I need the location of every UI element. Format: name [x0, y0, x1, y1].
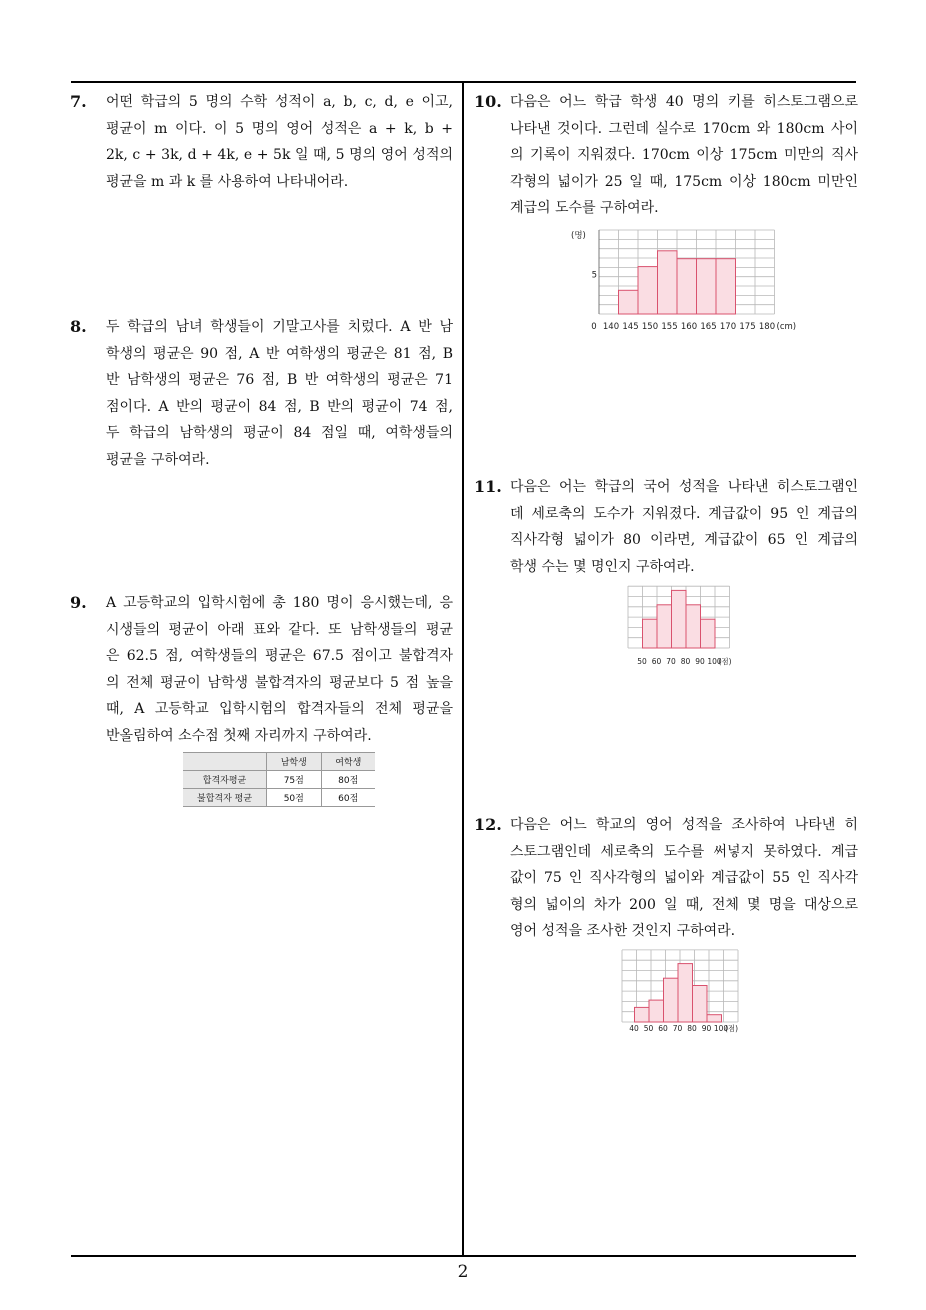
histogram-bar — [619, 290, 639, 314]
histogram-bar — [716, 259, 736, 314]
x-tick-label: 175 — [739, 322, 756, 332]
histogram-bar — [664, 978, 679, 1022]
question-text-line: 다음은 어느 학급 학생 40 명의 키를 히스토그램으로 — [510, 94, 858, 110]
q12-histogram — [618, 946, 758, 1040]
question-text-line: 학생의 평균은 90 점, A 반 여학생의 평균은 81 점, B — [106, 345, 453, 362]
x-tick-label: 70 — [672, 1024, 683, 1033]
histogram-bar — [686, 605, 701, 648]
q11-histogram — [622, 582, 752, 676]
question-text-line: 형의 넓이의 차가 200 일 때, 전체 몇 명을 대상으로 — [510, 896, 858, 913]
x-tick-label: 145 — [622, 322, 639, 332]
table-cell: 50점 — [267, 789, 321, 807]
page-number: 2 — [457, 1262, 469, 1282]
question-text-line: 나타낸 것이다. 그런데 실수로 170cm 와 180cm 사이 — [510, 120, 858, 137]
x-tick-label: 80 — [687, 1024, 697, 1033]
q9-score-table — [183, 752, 375, 807]
question-number: 8. — [70, 317, 87, 336]
x-tick-label: 180 — [758, 322, 776, 332]
question-text-line: 반 남학생의 평균은 76 점, B 반 여학생의 평균은 71 — [106, 372, 453, 388]
question-text-line: 각형의 넓이가 25 일 때, 175cm 이상 180cm 미만인 — [510, 173, 858, 190]
x-tick-label: 90 — [695, 657, 705, 666]
question-number: 11. — [474, 477, 502, 496]
question-number: 10. — [474, 92, 502, 111]
question-12 — [474, 812, 858, 945]
question-text-line: 데 세로축의 도수가 지워졌다. 계급값이 95 인 계급의 — [510, 505, 858, 522]
question-text-line: 어떤 학급의 5 명의 수학 성적이 a, b, c, d, e 이고, — [106, 94, 453, 110]
x-tick-label: 50 — [637, 657, 647, 666]
question-text-line: 값이 75 인 직사각형의 넓이와 계급값이 55 인 직사각 — [510, 870, 858, 886]
histogram-bar — [677, 259, 697, 314]
x-tick-label: 100 — [713, 1024, 729, 1033]
question-text-line: 점이다. A 반의 평균이 84 점, B 반의 평균이 74 점, — [106, 398, 453, 415]
question-text-line: 평균을 구하여라. — [106, 451, 210, 468]
question-text-line: 평균을 m 과 k 를 사용하여 나타내어라. — [106, 173, 349, 190]
x-tick-label: 165 — [700, 322, 717, 332]
table-header-cell: 여학생 — [321, 753, 375, 771]
question-number: 7. — [70, 92, 87, 111]
histogram-bar — [693, 986, 708, 1023]
table-cell: 75점 — [267, 771, 321, 789]
question-text-line: 학생 수는 몇 명인지 구하여라. — [510, 558, 695, 575]
histogram-svg — [565, 224, 805, 338]
question-text-line: 은 62.5 점, 여학생들의 평균은 67.5 점이고 불합격자 — [106, 648, 453, 664]
question-text-line: 스토그램인데 세로축의 도수를 써넣지 못하였다. 계급 — [510, 843, 858, 860]
histogram-svg — [618, 946, 758, 1040]
x-tick-label: 90 — [701, 1024, 712, 1033]
x-axis-label: (점) — [718, 657, 732, 666]
bottom-rule — [71, 1255, 856, 1257]
x-tick-label: 60 — [658, 1024, 668, 1033]
x-tick-label: 40 — [629, 1024, 639, 1033]
y-tick-label: 5 — [591, 270, 597, 281]
histogram-bar — [638, 267, 658, 314]
question-8 — [70, 314, 453, 473]
histogram-bar — [657, 605, 672, 648]
table-row-header: 합격자평균 — [183, 771, 267, 789]
question-7 — [70, 89, 453, 195]
x-axis-label: (cm) — [776, 322, 797, 332]
table-row-header: 불합격자 평균 — [183, 789, 267, 807]
histogram-bar — [658, 251, 678, 314]
question-number: 9. — [70, 593, 87, 612]
x-tick-label: 50 — [643, 1024, 654, 1033]
question-text-line: 다음은 어는 학급의 국어 성적을 나타낸 히스토그램인 — [510, 479, 858, 495]
histogram-bar — [707, 1015, 722, 1022]
question-text-line: 시생들의 평균이 아래 표와 같다. 또 남학생들의 평균 — [106, 621, 453, 638]
top-rule — [71, 81, 856, 83]
question-10 — [474, 89, 858, 222]
question-text-line: 의 기록이 지워졌다. 170cm 이상 175cm 미만의 직사 — [510, 147, 858, 163]
x-axis-label: (점) — [725, 1024, 739, 1033]
histogram-bar — [672, 590, 687, 648]
x-tick-label: 100 — [707, 657, 722, 666]
x-tick-label: 70 — [666, 657, 676, 666]
histogram-bar — [678, 964, 693, 1022]
table-cell: 60점 — [321, 789, 375, 807]
table-header-cell — [183, 753, 267, 771]
x-tick-label: 140 — [602, 322, 620, 332]
table-row — [183, 789, 375, 807]
question-text-line: 두 학급의 남학생의 평균이 84 점일 때, 여학생들의 — [106, 425, 453, 441]
question-text-line: 다음은 어느 학교의 영어 성적을 조사하여 나타낸 히 — [510, 817, 858, 833]
histogram-bar — [635, 1007, 650, 1022]
histogram-svg — [622, 582, 752, 676]
x-tick-label: 60 — [651, 657, 662, 666]
x-tick-label: 170 — [719, 322, 737, 332]
column-divider — [462, 81, 464, 1256]
q10-histogram — [565, 224, 805, 338]
histogram-bar — [701, 619, 716, 648]
question-text-line: 2k, c + 3k, d + 4k, e + 5k 일 때, 5 명의 영어 성적의 — [106, 147, 453, 163]
histogram-bar — [697, 259, 717, 314]
x-tick-label: 150 — [641, 322, 659, 332]
question-text-line: 의 전체 평균이 남학생 불합격자의 평균보다 5 점 높을 — [106, 674, 453, 691]
question-text-line: 계급의 도수를 구하여라. — [510, 200, 659, 216]
question-text-line: A 고등학교의 입학시험에 총 180 명이 응시했는데, 응 — [106, 595, 453, 611]
question-text-line: 직사각형 넓이가 80 이라면, 계급값이 65 인 계급의 — [510, 532, 858, 548]
x-tick-label: 155 — [661, 322, 678, 332]
question-text-line: 두 학급의 남녀 학생들이 기말고사를 치렀다. A 반 남 — [106, 319, 453, 335]
table-header-row — [183, 753, 375, 771]
x-tick-label: 80 — [680, 657, 691, 666]
x-tick-label: 0 — [591, 322, 597, 332]
histogram-bar — [649, 1000, 664, 1022]
x-tick-label: 160 — [680, 322, 698, 332]
question-text-line: 때, A 고등학교 입학시험의 합격자들의 전체 평균을 — [106, 701, 453, 717]
question-text-line: 평균이 m 이다. 이 5 명의 영어 성적은 a + k, b + — [106, 120, 453, 137]
question-11 — [474, 474, 858, 580]
question-number: 12. — [474, 815, 502, 834]
table-row — [183, 771, 375, 789]
histogram-bar — [643, 619, 658, 648]
y-axis-label: (명) — [571, 231, 586, 241]
question-9 — [70, 590, 453, 749]
table-header-cell: 남학생 — [267, 753, 321, 771]
question-text-line: 영어 성적을 조사한 것인지 구하여라. — [510, 923, 736, 939]
table-cell: 80점 — [321, 771, 375, 789]
question-text-line: 반올림하여 소수점 첫째 자리까지 구하여라. — [106, 727, 372, 744]
